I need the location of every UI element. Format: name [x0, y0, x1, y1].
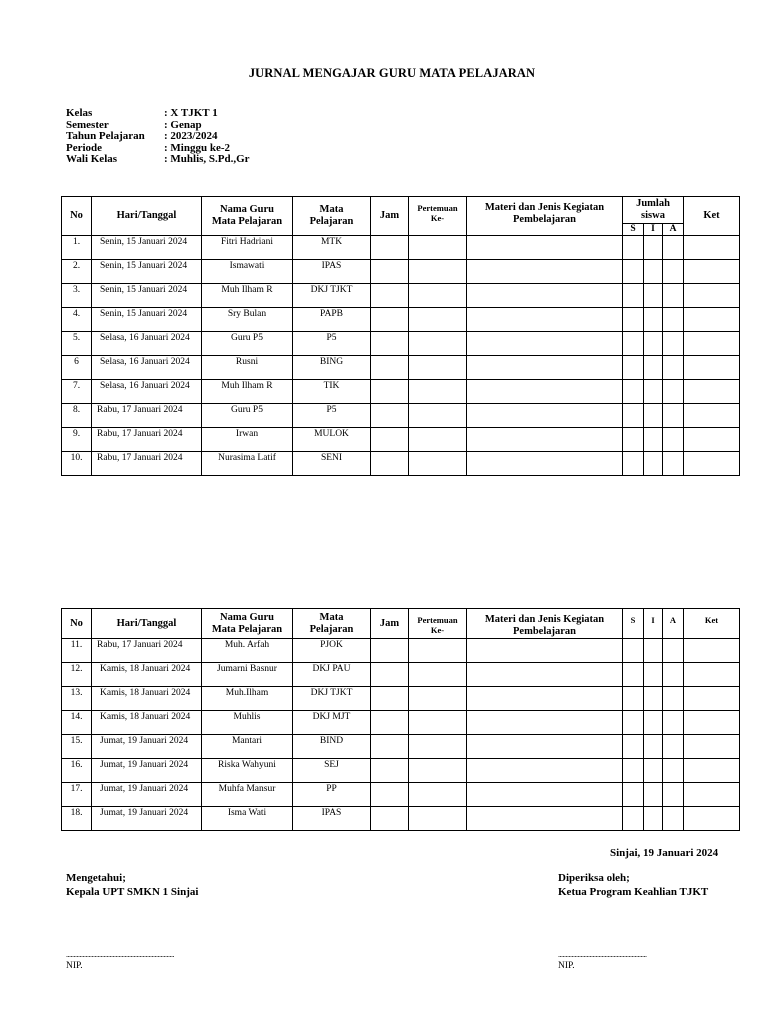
header-text: siswa: [641, 210, 665, 221]
cell-no: 5.: [62, 332, 92, 356]
table-row: [62, 711, 740, 735]
header-text: Mata Pelajaran: [211, 623, 283, 635]
cell-i: [644, 428, 663, 452]
cell-jam: [371, 260, 409, 284]
table-row: [62, 663, 740, 687]
cell-materi: [467, 807, 623, 831]
info-label: Semester: [66, 118, 109, 131]
cell-ket: [684, 308, 740, 332]
header-jam: Jam: [371, 609, 409, 639]
cell-mata-pelajaran: BIND: [293, 735, 371, 759]
header-no: No: [62, 609, 92, 639]
cell-no: 14.: [62, 711, 92, 735]
header-hari-tanggal: Hari/Tanggal: [92, 609, 202, 639]
cell-i: [644, 711, 663, 735]
cell-hari-tanggal: Selasa, 16 Januari 2024: [92, 332, 202, 356]
cell-a: [663, 711, 684, 735]
cell-ket: [684, 380, 740, 404]
cell-mata-pelajaran: PAPB: [293, 308, 371, 332]
cell-ket: [684, 759, 740, 783]
cell-nama-guru: Guru P5: [202, 332, 293, 356]
cell-jam: [371, 284, 409, 308]
header-ket: Ket: [684, 609, 740, 639]
cell-s: [623, 380, 644, 404]
cell-no: 4.: [62, 308, 92, 332]
cell-materi: [467, 404, 623, 428]
cell-hari-tanggal: Rabu, 17 Januari 2024: [92, 452, 202, 476]
cell-materi: [467, 735, 623, 759]
cell-mata-pelajaran: IPAS: [293, 260, 371, 284]
header-text: Pembelajaran: [513, 214, 576, 225]
cell-a: [663, 735, 684, 759]
cell-jam: [371, 404, 409, 428]
table-row: [62, 759, 740, 783]
table-row: [62, 308, 740, 332]
cell-ket: [684, 404, 740, 428]
cell-jam: [371, 380, 409, 404]
cell-jam: [371, 759, 409, 783]
header-text: Mata Pelajaran: [211, 216, 283, 227]
table-row: [62, 284, 740, 308]
cell-nama-guru: Nurasima Latif: [202, 452, 293, 476]
info-value: : X TJKT 1: [164, 107, 218, 119]
cell-hari-tanggal: Kamis, 18 Januari 2024: [92, 711, 202, 735]
table-row: [62, 639, 740, 663]
cell-s: [623, 332, 644, 356]
cell-pertemuan: [409, 783, 467, 807]
cell-pertemuan: [409, 308, 467, 332]
signature-line-left: ........................................................................: [66, 950, 174, 959]
cell-pertemuan: [409, 260, 467, 284]
cell-materi: [467, 284, 623, 308]
cell-s: [623, 428, 644, 452]
cell-ket: [684, 711, 740, 735]
cell-pertemuan: [409, 452, 467, 476]
cell-s: [623, 236, 644, 260]
header-text: Nama Guru: [220, 204, 274, 215]
header-no: No: [62, 197, 92, 236]
table-row: [62, 783, 740, 807]
cell-ket: [684, 452, 740, 476]
signature-title: Ketua Program Keahlian TJKT: [558, 886, 709, 898]
class-info: [66, 108, 250, 166]
cell-hari-tanggal: Selasa, 16 Januari 2024: [92, 380, 202, 404]
header-text: Pembelajaran: [513, 626, 576, 637]
cell-materi: [467, 428, 623, 452]
table-row: [62, 735, 740, 759]
cell-nama-guru: Muh Ilham R: [202, 284, 293, 308]
cell-nama-guru: Jumarni Basnur: [202, 663, 293, 687]
cell-nama-guru: Ismawati: [202, 260, 293, 284]
cell-i: [644, 260, 663, 284]
header-text: Ke-: [430, 213, 445, 223]
cell-materi: [467, 639, 623, 663]
header-ket: Ket: [684, 197, 740, 236]
cell-no: 3.: [62, 284, 92, 308]
cell-materi: [467, 356, 623, 380]
cell-nama-guru: Rusni: [202, 356, 293, 380]
table-row: [62, 428, 740, 452]
cell-ket: [684, 356, 740, 380]
cell-a: [663, 428, 684, 452]
header-text: Materi dan Jenis Kegiatan: [484, 614, 605, 625]
header-text: Mata: [319, 204, 344, 215]
cell-hari-tanggal: Kamis, 18 Januari 2024: [92, 663, 202, 687]
info-row-kelas: [66, 108, 250, 120]
table-row: [62, 807, 740, 831]
cell-materi: [467, 332, 623, 356]
cell-mata-pelajaran: DKJ TJKT: [293, 687, 371, 711]
cell-materi: [467, 759, 623, 783]
cell-hari-tanggal: Senin, 15 Januari 2024: [92, 308, 202, 332]
cell-ket: [684, 807, 740, 831]
cell-hari-tanggal: Jumat, 19 Januari 2024: [92, 807, 202, 831]
cell-no: 17.: [62, 783, 92, 807]
header-text: Mata: [319, 611, 344, 623]
cell-hari-tanggal: Senin, 15 Januari 2024: [92, 236, 202, 260]
header-mata-pelajaran: [293, 197, 371, 236]
table-row: [62, 380, 740, 404]
cell-s: [623, 711, 644, 735]
info-label: Wali Kelas: [66, 153, 118, 166]
header-pertemuan: [409, 197, 467, 236]
cell-ket: [684, 783, 740, 807]
header-text: Pelajaran: [309, 216, 354, 227]
cell-pertemuan: [409, 807, 467, 831]
header-text: Ke-: [430, 625, 445, 635]
cell-no: 13.: [62, 687, 92, 711]
cell-s: [623, 759, 644, 783]
cell-nama-guru: Muhfa Mansur: [202, 783, 293, 807]
cell-mata-pelajaran: IPAS: [293, 807, 371, 831]
cell-materi: [467, 783, 623, 807]
cell-nama-guru: Muh. Arfah: [202, 639, 293, 663]
signature-left: [66, 871, 198, 899]
cell-ket: [684, 639, 740, 663]
cell-i: [644, 687, 663, 711]
cell-ket: [684, 428, 740, 452]
cell-nama-guru: Guru P5: [202, 404, 293, 428]
info-label: Kelas: [66, 107, 93, 119]
cell-materi: [467, 687, 623, 711]
cell-nama-guru: Mantari: [202, 735, 293, 759]
cell-mata-pelajaran: BING: [293, 356, 371, 380]
cell-i: [644, 735, 663, 759]
cell-no: 7.: [62, 380, 92, 404]
table-body-2: [62, 639, 740, 831]
cell-pertemuan: [409, 759, 467, 783]
cell-nama-guru: Muh Ilham R: [202, 380, 293, 404]
header-nama-guru: [202, 609, 293, 639]
cell-materi: [467, 260, 623, 284]
cell-s: [623, 783, 644, 807]
table-row: [62, 687, 740, 711]
header-pertemuan: [409, 609, 467, 639]
cell-s: [623, 404, 644, 428]
cell-pertemuan: [409, 687, 467, 711]
nip-left: NIP.: [66, 961, 83, 971]
cell-mata-pelajaran: PJOK: [293, 639, 371, 663]
cell-hari-tanggal: Senin, 15 Januari 2024: [92, 260, 202, 284]
cell-a: [663, 284, 684, 308]
cell-jam: [371, 687, 409, 711]
signature-role: Mengetahui;: [66, 872, 126, 884]
header-text: Jumlah: [636, 198, 670, 209]
cell-s: [623, 687, 644, 711]
table-row: [62, 236, 740, 260]
cell-nama-guru: Irwan: [202, 428, 293, 452]
cell-nama-guru: Fitri Hadriani: [202, 236, 293, 260]
cell-i: [644, 663, 663, 687]
cell-no: 10.: [62, 452, 92, 476]
cell-materi: [467, 236, 623, 260]
cell-hari-tanggal: Rabu, 17 Januari 2024: [92, 428, 202, 452]
cell-s: [623, 284, 644, 308]
cell-materi: [467, 308, 623, 332]
cell-i: [644, 308, 663, 332]
cell-ket: [684, 236, 740, 260]
cell-a: [663, 639, 684, 663]
cell-mata-pelajaran: DKJ TJKT: [293, 284, 371, 308]
cell-pertemuan: [409, 663, 467, 687]
cell-i: [644, 759, 663, 783]
cell-no: 18.: [62, 807, 92, 831]
header-s: S: [623, 224, 644, 236]
cell-nama-guru: Sry Bulan: [202, 308, 293, 332]
cell-jam: [371, 783, 409, 807]
cell-no: 11.: [62, 639, 92, 663]
signature-title: Kepala UPT SMKN 1 Sinjai: [66, 886, 199, 898]
cell-hari-tanggal: Kamis, 18 Januari 2024: [92, 687, 202, 711]
cell-jam: [371, 711, 409, 735]
cell-a: [663, 380, 684, 404]
header-hari-tanggal: Hari/Tanggal: [92, 197, 202, 236]
cell-ket: [684, 663, 740, 687]
cell-nama-guru: Isma Wati: [202, 807, 293, 831]
header-i: I: [644, 609, 663, 639]
signature-role: Diperiksa oleh;: [558, 872, 630, 884]
table-row: [62, 260, 740, 284]
table-row: [62, 404, 740, 428]
cell-a: [663, 663, 684, 687]
document-title: JURNAL MENGAJAR GURU MATA PELAJARAN: [248, 66, 536, 80]
cell-hari-tanggal: Selasa, 16 Januari 2024: [92, 356, 202, 380]
info-label: Periode: [66, 141, 103, 154]
header-nama-guru: [202, 197, 293, 236]
cell-hari-tanggal: Jumat, 19 Januari 2024: [92, 735, 202, 759]
cell-hari-tanggal: Jumat, 19 Januari 2024: [92, 759, 202, 783]
nip-right: NIP.: [558, 961, 575, 971]
header-materi: [467, 609, 623, 639]
cell-i: [644, 639, 663, 663]
info-value: : Muhlis, S.Pd.,Gr: [164, 153, 250, 166]
cell-no: 9.: [62, 428, 92, 452]
header-text: Pertemuan: [417, 615, 458, 625]
cell-nama-guru: Riska Wahyuni: [202, 759, 293, 783]
cell-s: [623, 639, 644, 663]
cell-no: 2.: [62, 260, 92, 284]
cell-ket: [684, 284, 740, 308]
info-row-wali: [66, 154, 250, 166]
cell-jam: [371, 807, 409, 831]
info-value: : Minggu ke-2: [164, 141, 230, 154]
header-materi: [467, 197, 623, 236]
cell-ket: [684, 687, 740, 711]
cell-pertemuan: [409, 284, 467, 308]
cell-jam: [371, 663, 409, 687]
cell-pertemuan: [409, 332, 467, 356]
cell-mata-pelajaran: TIK: [293, 380, 371, 404]
cell-i: [644, 356, 663, 380]
cell-s: [623, 356, 644, 380]
cell-s: [623, 663, 644, 687]
cell-ket: [684, 332, 740, 356]
cell-a: [663, 236, 684, 260]
cell-a: [663, 356, 684, 380]
cell-i: [644, 380, 663, 404]
cell-no: 8.: [62, 404, 92, 428]
cell-mata-pelajaran: P5: [293, 404, 371, 428]
cell-s: [623, 735, 644, 759]
cell-mata-pelajaran: SENI: [293, 452, 371, 476]
cell-ket: [684, 735, 740, 759]
header-s: S: [623, 609, 644, 639]
cell-a: [663, 687, 684, 711]
cell-no: 6: [62, 356, 92, 380]
table-row: [62, 332, 740, 356]
header-a: A: [663, 609, 684, 639]
cell-materi: [467, 711, 623, 735]
journal-table-1: [61, 196, 740, 476]
cell-pertemuan: [409, 236, 467, 260]
cell-pertemuan: [409, 639, 467, 663]
cell-mata-pelajaran: MTK: [293, 236, 371, 260]
cell-mata-pelajaran: DKJ PAU: [293, 663, 371, 687]
cell-hari-tanggal: Rabu, 17 Januari 2024: [92, 639, 202, 663]
table-row: [62, 356, 740, 380]
header-mata-pelajaran: [293, 609, 371, 639]
cell-i: [644, 284, 663, 308]
signature-line-right: ...........................................................: [558, 950, 647, 959]
cell-hari-tanggal: Rabu, 17 Januari 2024: [92, 404, 202, 428]
cell-nama-guru: Muhlis: [202, 711, 293, 735]
cell-a: [663, 332, 684, 356]
header-text: Materi dan Jenis Kegiatan: [484, 202, 605, 213]
cell-s: [623, 807, 644, 831]
cell-no: 16.: [62, 759, 92, 783]
cell-pertemuan: [409, 356, 467, 380]
table-row: [62, 452, 740, 476]
cell-hari-tanggal: Jumat, 19 Januari 2024: [92, 783, 202, 807]
cell-i: [644, 783, 663, 807]
cell-mata-pelajaran: DKJ MJT: [293, 711, 371, 735]
info-value: : Genap: [164, 118, 202, 131]
cell-pertemuan: [409, 404, 467, 428]
cell-jam: [371, 236, 409, 260]
cell-a: [663, 452, 684, 476]
place-date: Sinjai, 19 Januari 2024: [610, 847, 719, 859]
cell-jam: [371, 639, 409, 663]
table-body-1: [62, 236, 740, 476]
cell-s: [623, 452, 644, 476]
cell-mata-pelajaran: SEJ: [293, 759, 371, 783]
header-text: Nama Guru: [220, 611, 274, 623]
cell-pertemuan: [409, 735, 467, 759]
cell-materi: [467, 663, 623, 687]
cell-jam: [371, 308, 409, 332]
cell-hari-tanggal: Senin, 15 Januari 2024: [92, 284, 202, 308]
cell-materi: [467, 380, 623, 404]
cell-mata-pelajaran: MULOK: [293, 428, 371, 452]
header-text: Pelajaran: [309, 623, 354, 635]
cell-jam: [371, 356, 409, 380]
cell-mata-pelajaran: PP: [293, 783, 371, 807]
cell-i: [644, 236, 663, 260]
header-i: I: [644, 224, 663, 236]
journal-table-2: [61, 608, 740, 831]
cell-a: [663, 783, 684, 807]
cell-pertemuan: [409, 380, 467, 404]
cell-jam: [371, 735, 409, 759]
cell-i: [644, 807, 663, 831]
cell-jam: [371, 452, 409, 476]
header-a: A: [663, 224, 684, 236]
cell-pertemuan: [409, 711, 467, 735]
cell-ket: [684, 260, 740, 284]
cell-no: 1.: [62, 236, 92, 260]
header-jam: Jam: [371, 197, 409, 236]
cell-a: [663, 759, 684, 783]
cell-no: 12.: [62, 663, 92, 687]
cell-a: [663, 404, 684, 428]
cell-mata-pelajaran: P5: [293, 332, 371, 356]
cell-s: [623, 260, 644, 284]
cell-a: [663, 260, 684, 284]
header-jumlah-siswa: [623, 197, 684, 224]
cell-i: [644, 404, 663, 428]
cell-no: 15.: [62, 735, 92, 759]
cell-i: [644, 332, 663, 356]
cell-i: [644, 452, 663, 476]
info-label: Tahun Pelajaran: [66, 130, 145, 143]
signature-right: [558, 871, 708, 899]
cell-materi: [467, 452, 623, 476]
cell-pertemuan: [409, 428, 467, 452]
cell-a: [663, 308, 684, 332]
cell-jam: [371, 428, 409, 452]
header-text: Pertemuan: [417, 203, 458, 213]
cell-a: [663, 807, 684, 831]
info-value: : 2023/2024: [164, 130, 218, 143]
cell-jam: [371, 332, 409, 356]
cell-nama-guru: Muh.Ilham: [202, 687, 293, 711]
cell-s: [623, 308, 644, 332]
